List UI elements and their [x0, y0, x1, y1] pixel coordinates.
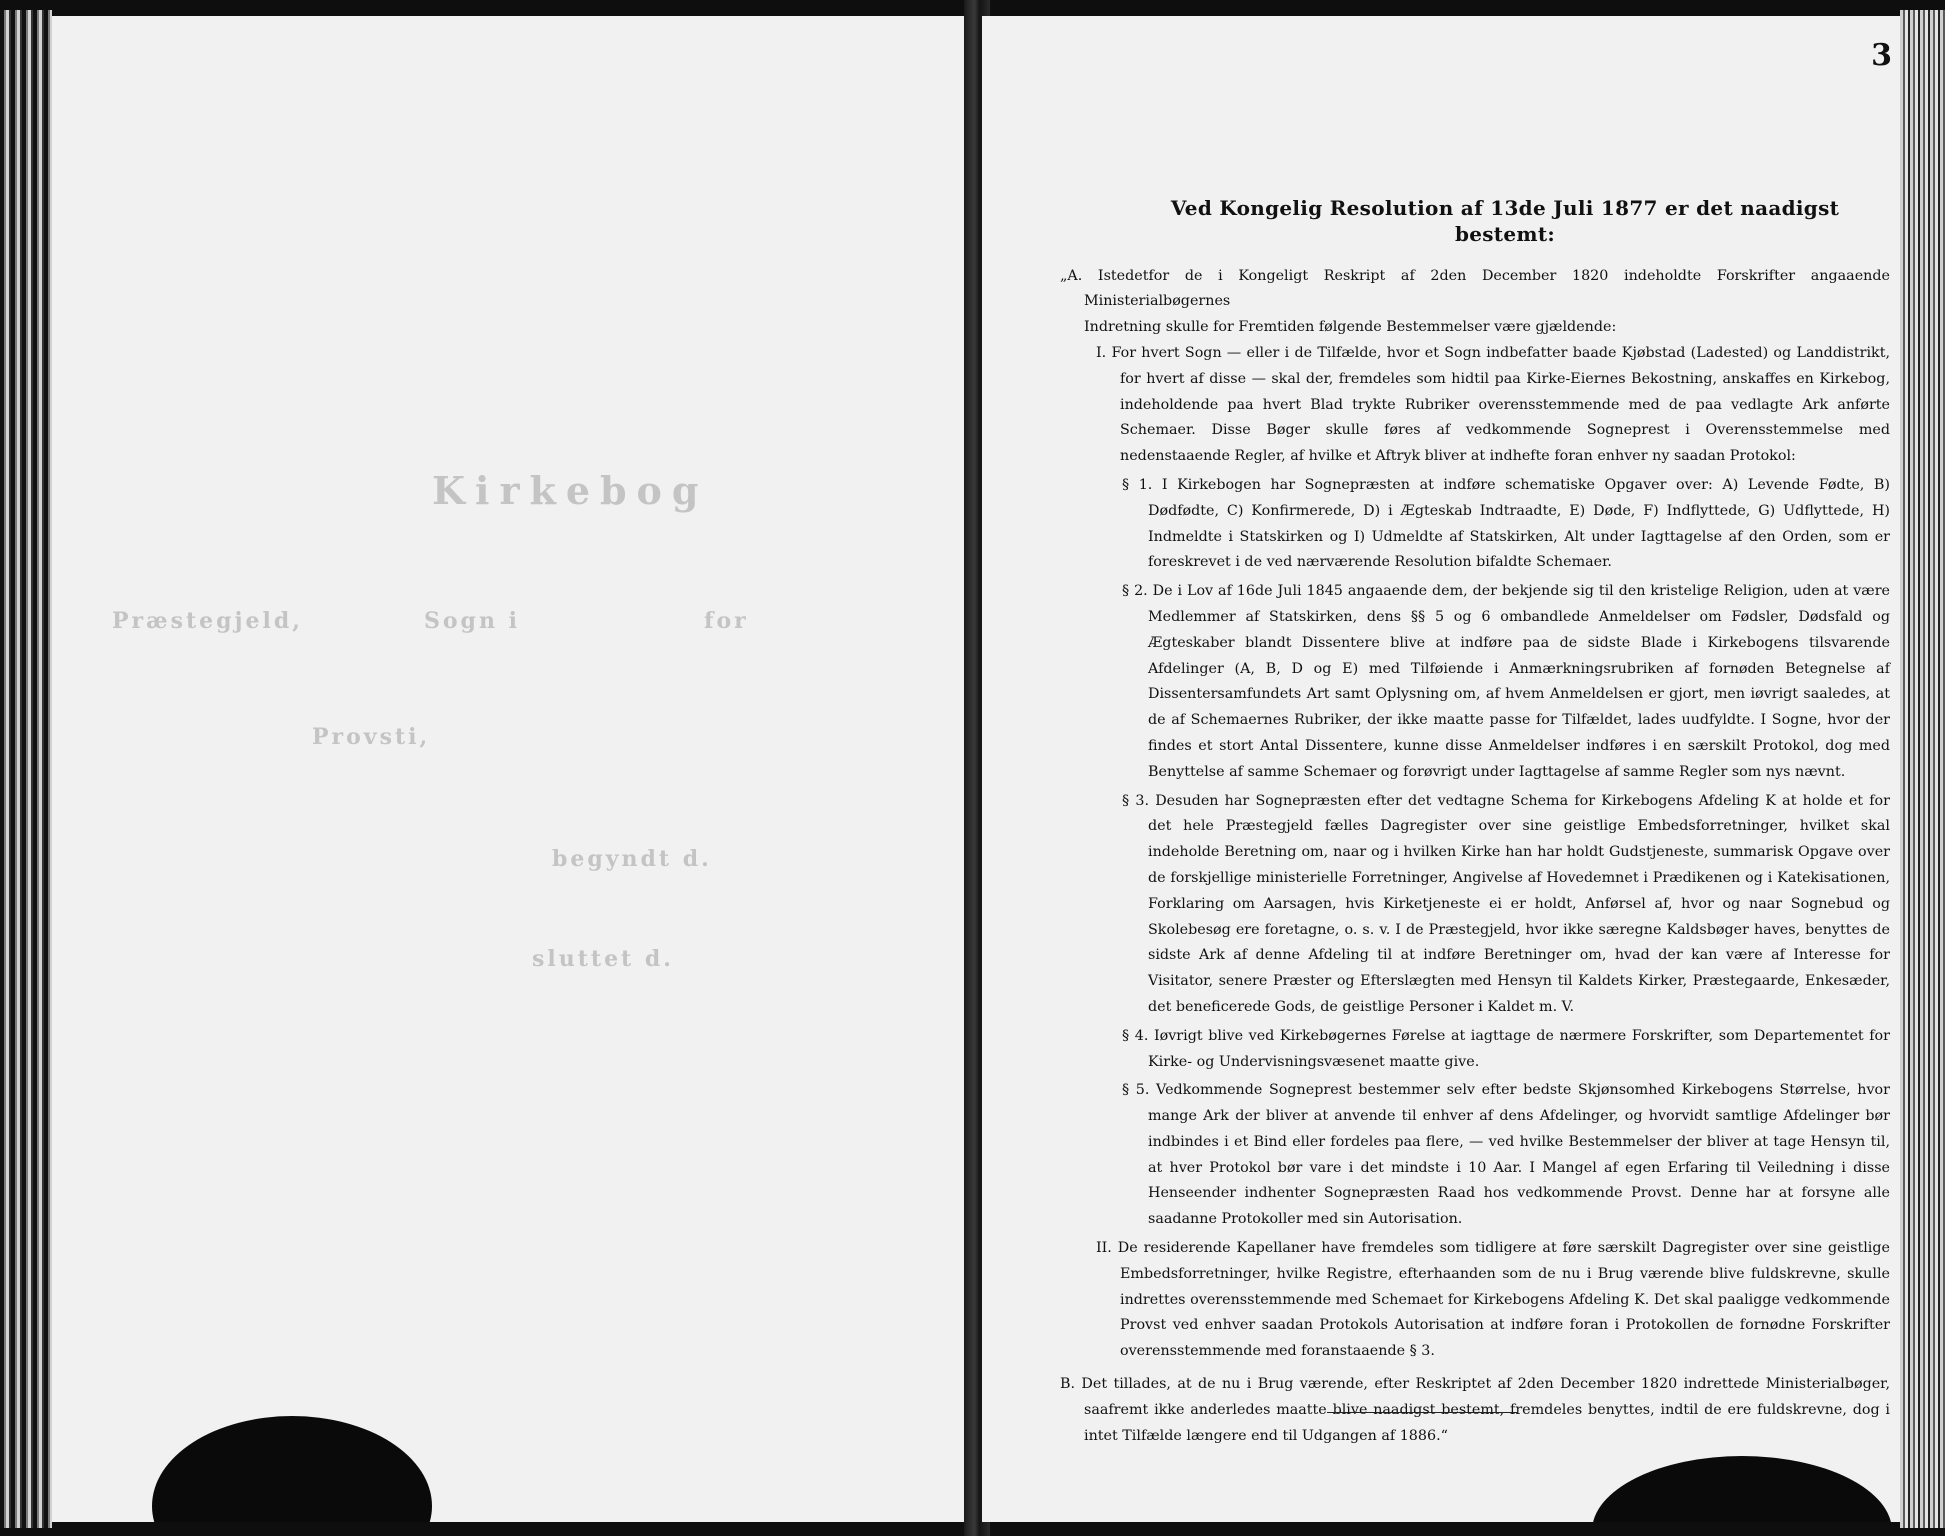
section-1: § 1. I Kirkebogen har Sognepræsten at indføre schematiske Opgaver over: A) Levende Fødte, B) Dødfødte, C) Konfirmerede, D) i Ægteskab Indtraadte, E) Døde, F) Indflyttede, G) Udflyttede, H) Indmeldte i Statskirken og I) Udmeldte af Statskirken, Alt under Iagttagelse af den Orden, som er foreskrevet i de ved nærværende Resolution bifaldte Schemaer. — [1122, 476, 1890, 571]
page-number: 3 — [1871, 38, 1892, 73]
left-page-edges — [0, 10, 52, 1528]
resolution-text — [1060, 196, 1890, 1449]
ghost-line: Sogn i — [424, 608, 520, 634]
thumb-shadow — [1592, 1456, 1892, 1522]
closing-rule — [1327, 1412, 1517, 1413]
ghost-title: Kirkebog — [432, 468, 709, 513]
ghost-line: Provsti, — [312, 724, 431, 750]
paragraph-A: „A. Istedetfor de i Kongeligt Reskript af 2den December 1820 indeholdte Forskrifter angaaende Ministerialbøgernes — [1060, 267, 1890, 310]
ghost-line: for — [704, 608, 749, 634]
right-page-edges — [1900, 10, 1945, 1528]
right-page — [982, 16, 1902, 1522]
ghost-line: begyndt d. — [552, 846, 712, 872]
section-2: § 2. De i Lov af 16de Juli 1845 angaaende dem, der bekjende sig til den kristelige Religion, uden at være Medlemmer af Statskirken, dens §§ 5 og 6 ombandlede Anmeldelser om Fødsler, Dødsfald og Ægteskaber blandt Dissentere blive at indføre paa de sidste Blade i Kirkebogens tilsvarende Afdelinger (A, B, D og E) med Tilføiende i Anmærkningsrubriken af fornøden Betegnelse af Dissentersamfundets Art samt Oplysning om, af hvem Anmeldelsen er gjort, men iøvrigt saaledes, at de af Schemaernes Rubriker, der ikke maatte passe for Tilfældet, lades uudfyldte. I Sogne, hvor der findes et stort Antal Dissentere, kunne disse Anmeldelser indføres i en særskilt Protokol, dog med Benyttelse af samme Schemaer og forøvrigt under Iagttagelse af samme Regler som nys nævnt. — [1122, 583, 1890, 780]
paragraph-I: I. For hvert Sogn — eller i de Tilfælde, hvor et Sogn indbefatter baade Kjøbstad (Ladested) og Landdistrikt, for hvert af disse — skal der, fremdeles som hidtil paa Kirke-Eiernes Bekostning, anskaffes en Kirkebog, indeholdende paa hvert Blad trykte Rubriker overensstemmende med de paa vedlagte Ark anførte Schemaer. Disse Bøger skulle føres af vedkommende Sogneprest i Overensstemmelse med nedenstaaende Regler, af hvilke et Aftryk bliver at indhefte foran enhver ny saadan Protokol: — [1096, 344, 1890, 465]
section-4: § 4. Iøvrigt blive ved Kirkebøgernes Førelse at iagttage de nærmere Forskrifter, som Departementet for Kirke- og Undervisningsvæsenet maatte give. — [1122, 1027, 1890, 1070]
section-3: § 3. Desuden har Sognepræsten efter det vedtagne Schema for Kirkebogens Afdeling K at holde et for det hele Præstegjeld fælles Dagregister over sine geistlige Embedsforretninger, hvilket skal indeholde Beretning om, naar og i hvilken Kirke han har holdt Gudstjeneste, summarisk Opgave over de forskjellige ministerielle Forretninger, Angivelse af Hovedemnet i Prædikenen og i Katekisationen, Forklaring om Aarsagen, hvis Kirketjeneste ei er holdt, Anførsel af, hvor og naar Sognebud og Skolebesøg ere foretagne, o. s. v. I de Præstegjeld, hvor ikke særegne Kaldsbøger haves, benyttes de sidste Ark af denne Afdeling til at indføre Beretninger om, hvad der kan være af Interesse for Visitator, senere Præster og Efterslægten med Hensyn til Kaldets Kirker, Præstegaarde, Enkesæder, det beneficerede Gods, de geistlige Personer i Kaldet m. V. — [1122, 792, 1890, 1015]
paragraph-A-cont: Indretning skulle for Fremtiden følgende Bestemmelser være gjældende: — [1084, 319, 1617, 336]
ghost-line: sluttet d. — [532, 946, 674, 972]
paragraph-II: II. De residerende Kapellaner have fremdeles som tidligere at føre særskilt Dagregister over sine geistlige Embedsforretninger, hvilke Registre, efterhaanden som de nu i Brug værende blive fuldskrevne, skulle indrettes overensstemmende med Schemaet for Kirkebogens Afdeling K. Det skal paaligge vedkommende Provst ved enhver saadan Protokols Autorisation at indføre foran i Protokollen de fornødne Forskrifter overensstemmende med foranstaaende § 3. — [1096, 1240, 1890, 1360]
section-5: § 5. Vedkommende Sogneprest bestemmer selv efter bedste Skjønsomhed Kirkebogens Størrelse, hvor mange Ark der bliver at anvende til enhver af dens Afdelinger, og hvorvidt samtlige Afdelinger bør indbindes i et Bind eller fordeles paa flere, — ved hvilke Bestemmelser der bliver at tage Hensyn til, at hver Protokol bør vare i det mindste i 10 Aar. I Mangel af egen Erfaring til Veiledning i disse Henseender indhenter Sognepræsten Raad hos vedkommende Provst. Denne har at forsyne alle saadanne Protokoller med sin Autorisation. — [1122, 1082, 1890, 1228]
ghost-line: Præstegjeld, — [112, 608, 303, 634]
resolution-heading: Ved Kongelig Resolution af 13de Juli 1877 er det naadigst bestemt: — [1170, 196, 1840, 246]
thumb-shadow — [152, 1416, 432, 1522]
left-page — [52, 16, 972, 1522]
paragraph-B: B. Det tillades, at de nu i Brug værende, efter Reskriptet af 2den December 1820 indrettede Ministerialbøger, saafremt ikke anderledes maatte blive naadigst bestemt, fremdeles benyttes, indtil de ere fuldskrevne, dog i intet Tilfælde længere end til Udgangen af 1886.“ — [1060, 1376, 1890, 1444]
